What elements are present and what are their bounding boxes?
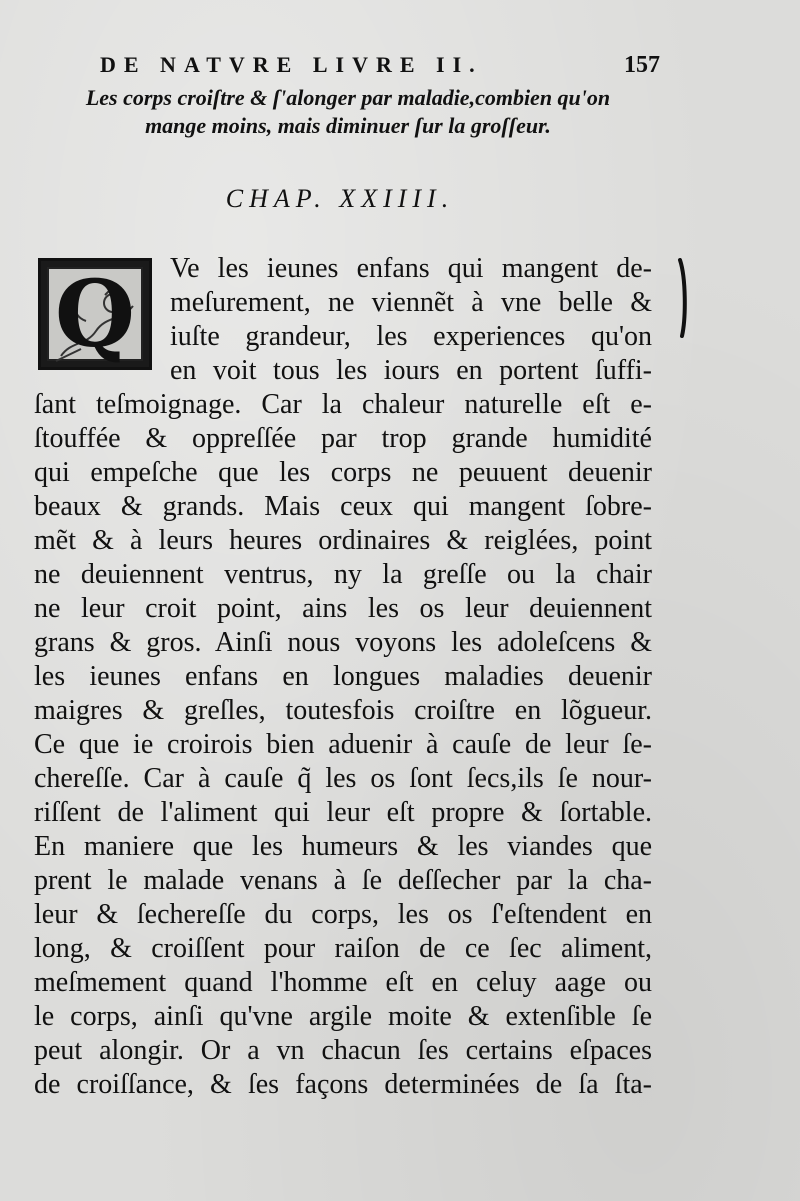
text-line: maigres & greſles, toutesfois croiſtre en lõgueur. xyxy=(34,695,652,726)
text-line: mẽt & à leurs heures ordinaires & reiglées, point xyxy=(34,525,652,556)
drop-cap-letter: Q xyxy=(54,260,136,368)
text-line: ne deuiennent ventrus, ny la greſſe ou la chair xyxy=(34,559,652,590)
text-line: Ce que ie croirois bien aduenir à cauſe de leur ſe- xyxy=(34,729,652,760)
text-line: chereſſe. Car à cauſe q̃ les os ſont ſecs,ils ſe nour- xyxy=(34,763,652,794)
text-line: grans & gros. Ainſi nous voyons les adoleſcens & xyxy=(34,627,652,658)
text-line: peut alongir. Or a vn chacun ſes certains eſpaces xyxy=(34,1035,652,1066)
text-line: en voit tous les iours en portent ſuffi- xyxy=(170,355,652,386)
text-line: riſſent de l'aliment qui leur eſt propre & ſortable. xyxy=(34,797,652,828)
text-line: prent le malade venans à ſe deſſecher par la cha- xyxy=(34,865,652,896)
text-line: beaux & grands. Mais ceux qui mangent ſobre- xyxy=(34,491,652,522)
text-line: ſtouffée & oppreſſée par trop grande humidité xyxy=(34,423,652,454)
text-line: ne leur croit point, ains les os leur deuiennent xyxy=(34,593,652,624)
text-line: de croiſſance, & ſes façons determinées de ſa ſta- xyxy=(34,1069,652,1100)
text-line: En maniere que les humeurs & les viandes que xyxy=(34,831,652,862)
text-line: meſmement quand l'homme eſt en celuy aage ou xyxy=(34,967,652,998)
text-line: Ve les ieunes enfans qui mangent de- xyxy=(170,253,652,284)
text-line: ſant teſmoignage. Car la chaleur naturelle eſt e- xyxy=(34,389,652,420)
text-line: iuſte grandeur, les experiences qu'on xyxy=(170,321,652,352)
running-title: DE NATVRE LIVRE II. xyxy=(100,52,483,77)
summary-line: mange moins, mais diminuer ſur la groſſeur. xyxy=(145,113,551,138)
text-line: qui empeſche que les corps ne peuuent deuenir xyxy=(34,457,652,488)
summary-line: Les corps croiſtre & ſ'alonger par maladie,combien qu'on xyxy=(85,85,611,110)
text-line: leur & ſechereſſe du corps, les os ſ'eſtendent en xyxy=(34,899,652,930)
chapter-heading: CHAP. XXIIII. xyxy=(225,184,455,213)
text-line: les ieunes enfans en longues maladies deuenir xyxy=(34,661,652,692)
text-line: le corps, ainſi qu'vne argile moite & extenſible ſe xyxy=(34,1001,652,1032)
page-number: 157 xyxy=(624,52,660,78)
text-line: meſurement, ne viennẽt à vne belle & xyxy=(170,287,652,318)
text-line: long, & croiſſent pour raiſon de ce ſec aliment, xyxy=(34,933,652,964)
